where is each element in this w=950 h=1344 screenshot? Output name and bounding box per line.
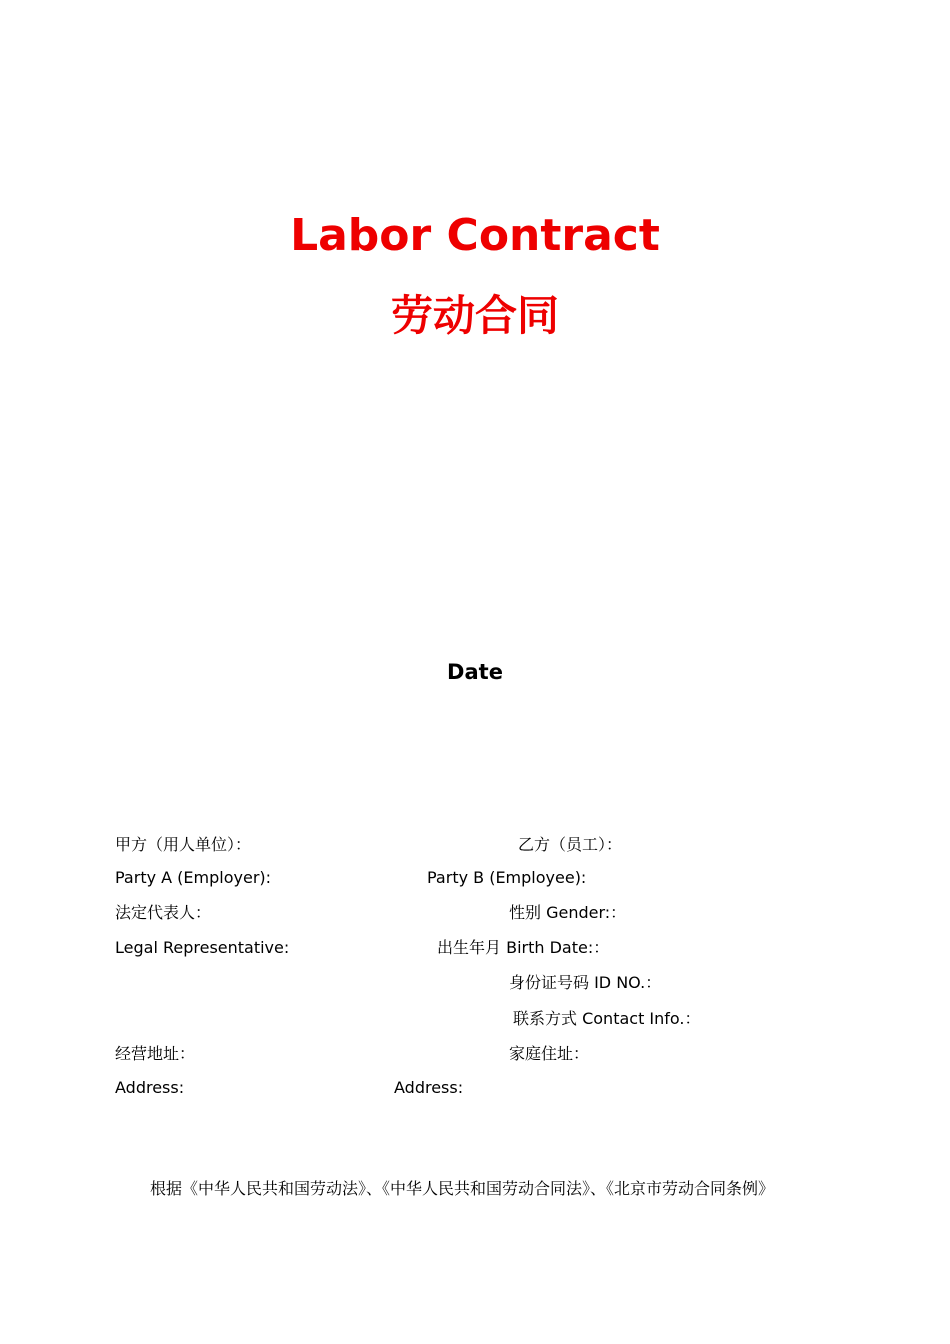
party-b-heading-en: Party B (Employee): xyxy=(427,868,587,887)
party-a-legal-rep-en: Legal Representative: xyxy=(115,938,290,957)
party-b-address-en: Address: xyxy=(394,1078,464,1097)
title-english: Labor Contract xyxy=(290,210,660,261)
title-chinese: 劳动合同 xyxy=(390,291,559,340)
party-b-heading-zh: 乙方（员工）： xyxy=(518,835,623,854)
party-a-heading-en: Party A (Employer): xyxy=(115,868,272,887)
party-a-legal-rep-zh: 法定代表人： xyxy=(115,903,212,922)
party-a-address-en: Address: xyxy=(115,1078,185,1097)
party-b-contact: 联系方式 Contact Info.： xyxy=(513,1009,701,1028)
party-b-gender: 性别 Gender:： xyxy=(509,903,627,922)
party-b-id-no: 身份证号码 ID NO.： xyxy=(509,973,662,992)
date-label: Date xyxy=(447,660,503,684)
party-b-address-zh: 家庭住址： xyxy=(509,1044,590,1063)
party-a-address-zh: 经营地址： xyxy=(115,1044,196,1063)
legal-basis-text: 根据《中华人民共和国劳动法》、《中华人民共和国劳动合同法》、《北京市劳动合同条例》 xyxy=(150,1179,775,1198)
party-b-birth-date: 出生年月 Birth Date:： xyxy=(437,938,610,957)
party-a-heading-zh: 甲方（用人单位）： xyxy=(115,835,252,854)
